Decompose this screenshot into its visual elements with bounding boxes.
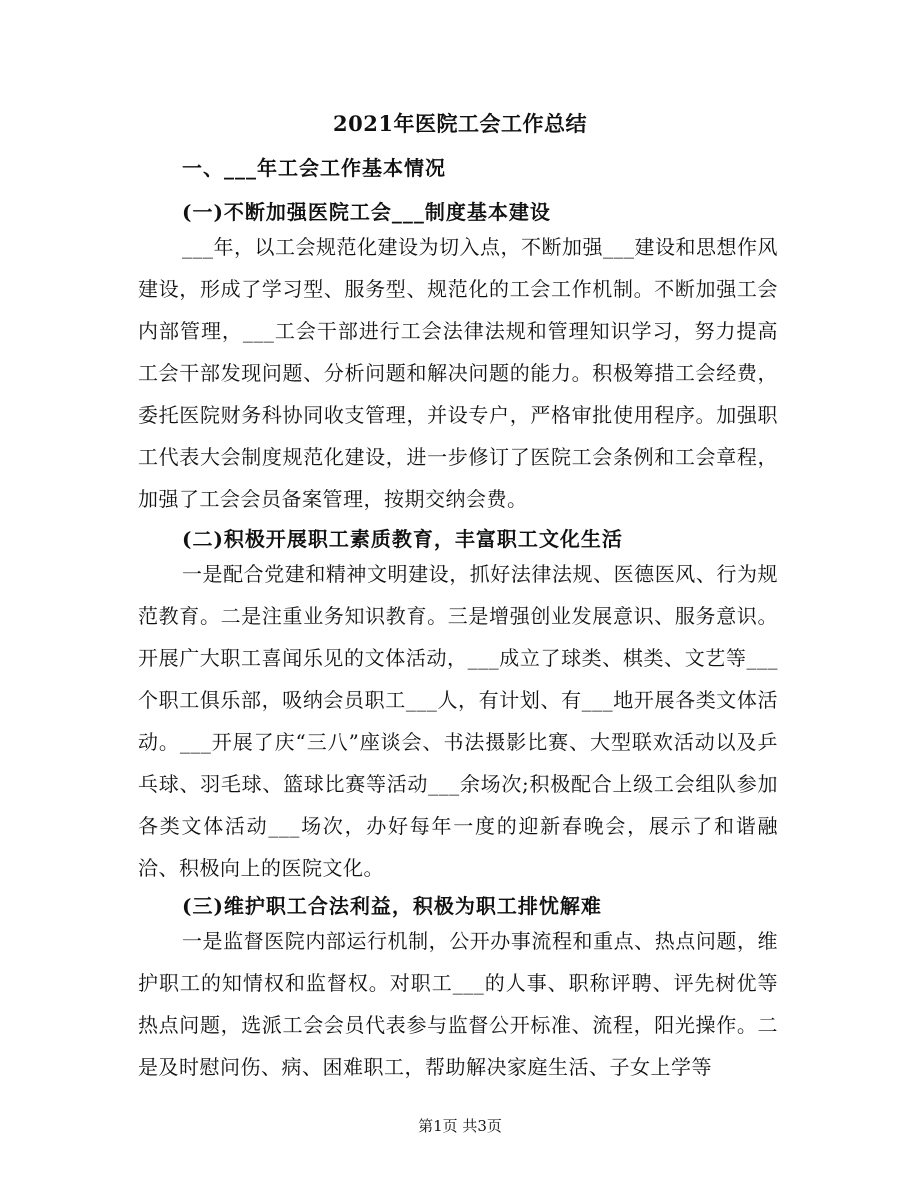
paragraph-3: 一是监督医院内部运行机制，公开办事流程和重点、热点问题，维护职工的知情权和监督权。对职工___的人事、职称评聘、评先树优等热点问题，选派工会会员代表参与监督公开标准、流程，阳光操作。二是及时慰问伤、病、困难职工，帮助解决家庭生活、子女上学等: [138, 929, 778, 1079]
paragraph-1: ___年，以工会规范化建设为切入点，不断加强___建设和思想作风建设，形成了学习型、服务型、规范化的工会工作机制。不断加强工会内部管理，___工会干部进行工会法律法规和管理知识学习，努力提高工会干部发现问题、分析问题和解决问题的能力。积极筹措工会经费，委托医院财务科协同收支管理，并设专户，严格审批使用程序。加强职工代表大会制度规范化建设，进一步修订了医院工会条例和工会章程，加强了工会会员备案管理，按期交纳会费。: [138, 235, 778, 511]
page-footer: 第1页 共3页: [418, 1117, 502, 1135]
page-title: 2021年医院工会工作总结: [333, 111, 587, 136]
subsection-heading-3: (三)维护职工合法利益，积极为职工排忧解难: [182, 894, 602, 918]
subsection-heading-2: (二)积极开展职工素质教育，丰富职工文化生活: [182, 527, 623, 551]
subsection-heading-1: (一)不断加强医院工会___制度基本建设: [182, 200, 551, 224]
section-heading-1: 一、___年工会工作基本情况: [182, 156, 446, 180]
paragraph-2: 一是配合党建和精神文明建设，抓好法律法规、医德医风、行为规范教育。二是注重业务知识教育。三是增强创业发展意识、服务意识。开展广大职工喜闻乐见的文体活动，___成立了球类、棋类、文艺等___个职工俱乐部，吸纳会员职工___人，有计划、有___地开展各类文体活动。___开展了庆“三八”座谈会、书法摄影比赛、大型联欢活动以及乒乓球、羽毛球、篮球比赛等活动___余场次;积极配合上级工会组队参加各类文体活动___场次，办好每年一度的迎新春晚会，展示了和谐融洽、积极向上的医院文化。: [138, 562, 778, 880]
